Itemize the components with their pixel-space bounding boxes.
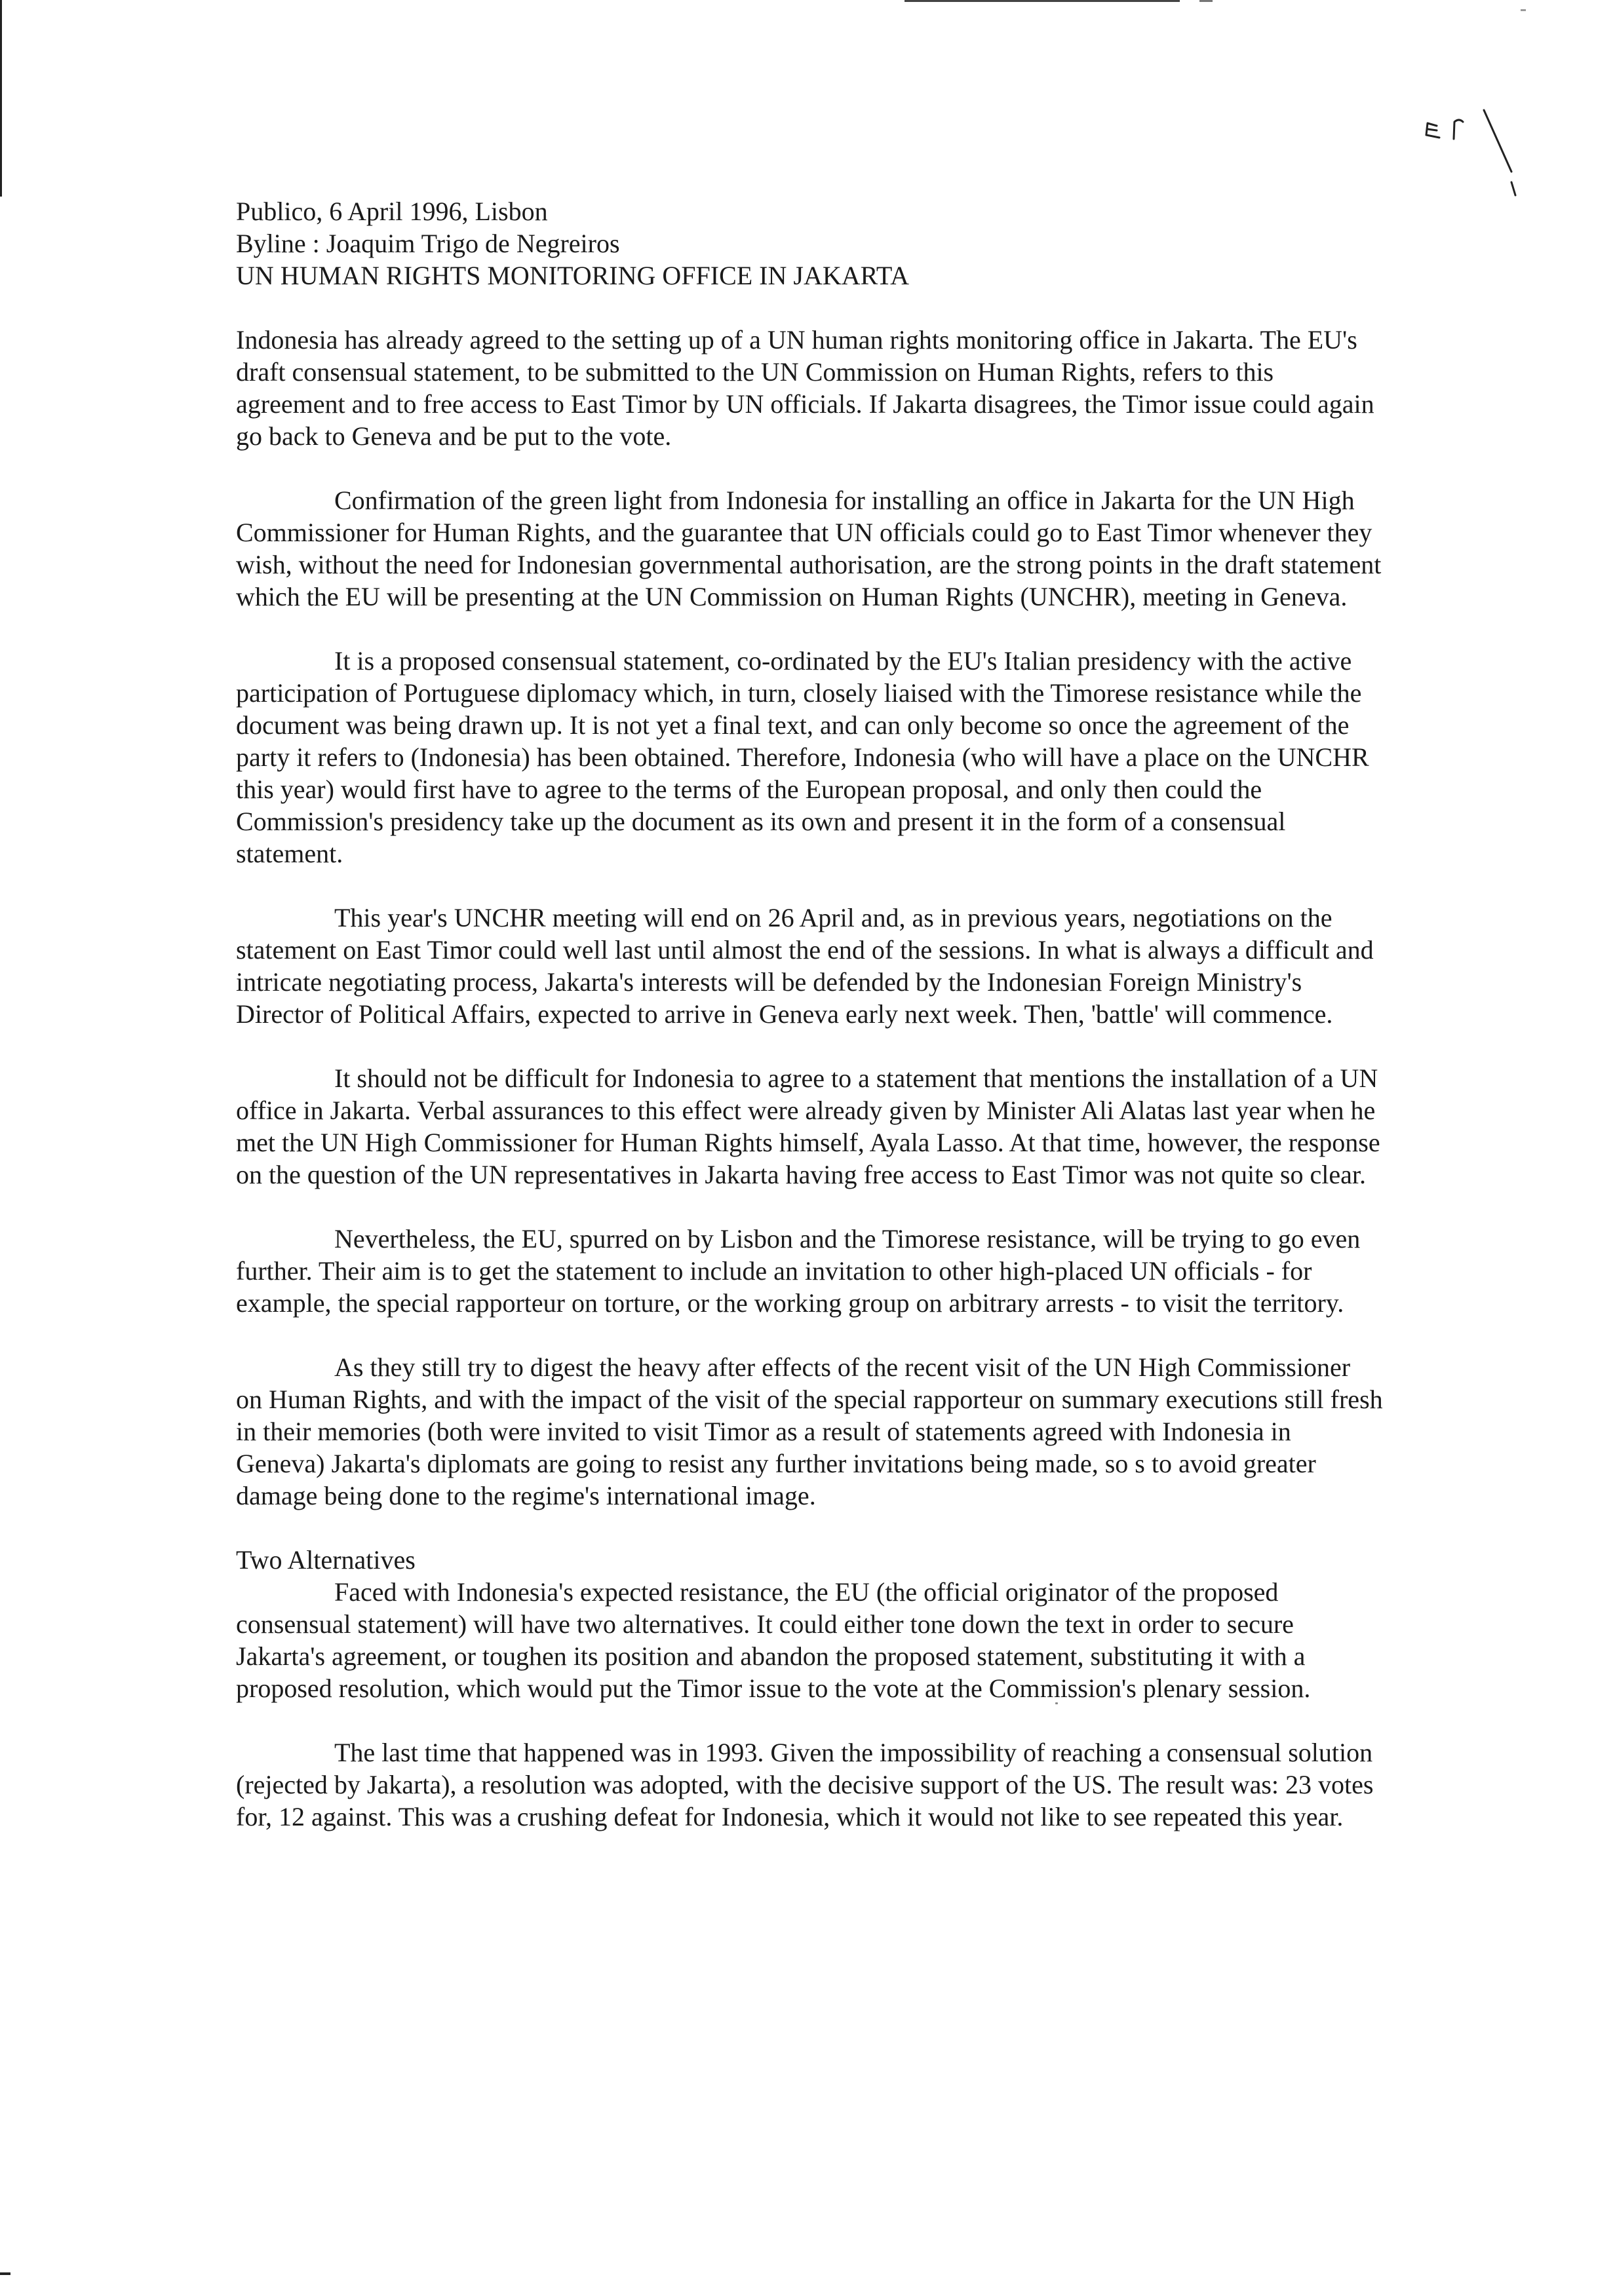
scan-edge-top bbox=[905, 0, 1180, 2]
headline: UN HUMAN RIGHTS MONITORING OFFICE IN JAKARTA bbox=[236, 261, 910, 290]
paragraph: As they still try to digest the heavy after effects of the recent visit of the UN High Commissioner on Human Rights, and with the impact of the visit of the special rapporteur on summary executions still fresh in their memories (both were invited to visit Timor as a result of statements agreed with Indonesia in Geneva) Jakarta's diplomats are going to resist any further invitations being made, so s to avoid greater damage being done to the regime's international image. bbox=[236, 1352, 1383, 1510]
byline: Byline : Joaquim Trigo de Negreiros bbox=[236, 229, 620, 258]
paragraph: Faced with Indonesia's expected resistance, the EU (the official originator of the proposed consensual statement) will have two alternatives. It could either tone down the text in order to secure Jakarta's agreement, or toughen its position and abandon the proposed statement, substituting it with a proposed resolution, which would put the Timor issue to the vote at the Commission's plenary session. bbox=[236, 1577, 1311, 1703]
document-page bbox=[236, 195, 1383, 1865]
scan-edge-speck bbox=[1521, 9, 1526, 11]
paragraph: This year's UNCHR meeting will end on 26 April and, as in previous years, negotiations on the statement on East Timor could well last until almost the end of the sessions. In what is always a difficult and intricate negotiating process, Jakarta's interests will be defended by the Indonesian Foreign Ministry's Director of Political Affairs, expected to arrive in Geneva early next week. Then, 'battle' will commence. bbox=[236, 903, 1374, 1029]
paragraph: It is a proposed consensual statement, co-ordinated by the EU's Italian presidency with the active participation of Portuguese diplomacy which, in turn, closely liaised with the Timorese resistance while the document was being drawn up. It is not yet a final text, and can only become so once the agreement of the party it refers to (Indonesia) has been obtained. Therefore, Indonesia (who will have a place on the UNCHR this year) would first have to agree to the terms of the European proposal, and only then could the Commission's presidency take up the document as its own and present it in the form of a consensual statement. bbox=[236, 646, 1369, 868]
paragraph: Nevertheless, the EU, spurred on by Lisbon and the Timorese resistance, will be trying to go even further. Their aim is to get the statement to include an invitation to other high-placed UN officials - for example, the special rapporteur on torture, or the working group on arbitrary arrests - to visit the territory. bbox=[236, 1224, 1361, 1318]
scan-edge-top-fragment bbox=[1199, 0, 1213, 2]
paragraph: Confirmation of the green light from Indonesia for installing an office in Jakarta for the UN High Commissioner for Human Rights, and the guarantee that UN officials could go to East Timor whenever they wish, without the need for Indonesian governmental authorisation, are the strong points in the draft statement which the EU will be presenting at the UN Commission on Human Rights (UNCHR), meeting in Geneva. bbox=[236, 486, 1382, 611]
paragraph: It should not be difficult for Indonesia to agree to a statement that mentions the installation of a UN office in Jakarta. Verbal assurances to this effect were already given by Minister Ali Alatas last year when he met the UN High Commissioner for Human Rights himself, Ayala Lasso. At that time, however, the response on the question of the UN representatives in Jakarta having free access to East Timor was not quite so clear. bbox=[236, 1063, 1380, 1189]
section-heading: Two Alternatives bbox=[236, 1545, 416, 1575]
paragraph-lead: Indonesia has already agreed to the setting up of a UN human rights monitoring office in Jakarta. The EU's draft consensual statement, to be submitted to the UN Commission on Human Rights, refers to this agreement and to free access to East Timor by UN officials. If Jakarta disagrees, the Timor issue could again go back to Geneva and be put to the vote. bbox=[236, 325, 1374, 451]
paragraph: The last time that happened was in 1993. Given the impossibility of reaching a consensual solution (rejected by Jakarta), a resolution was adopted, with the decisive support of the US. The result was: 23 votes for, 12 against. This was a crushing defeat for Indonesia, which it would not like to see repeated this year. bbox=[236, 1738, 1374, 1831]
source-line: Publico, 6 April 1996, Lisbon bbox=[236, 197, 548, 226]
scan-corner-mark bbox=[0, 2272, 10, 2275]
scan-edge-left bbox=[0, 0, 2, 197]
handwritten-initials-mark bbox=[1422, 98, 1540, 203]
